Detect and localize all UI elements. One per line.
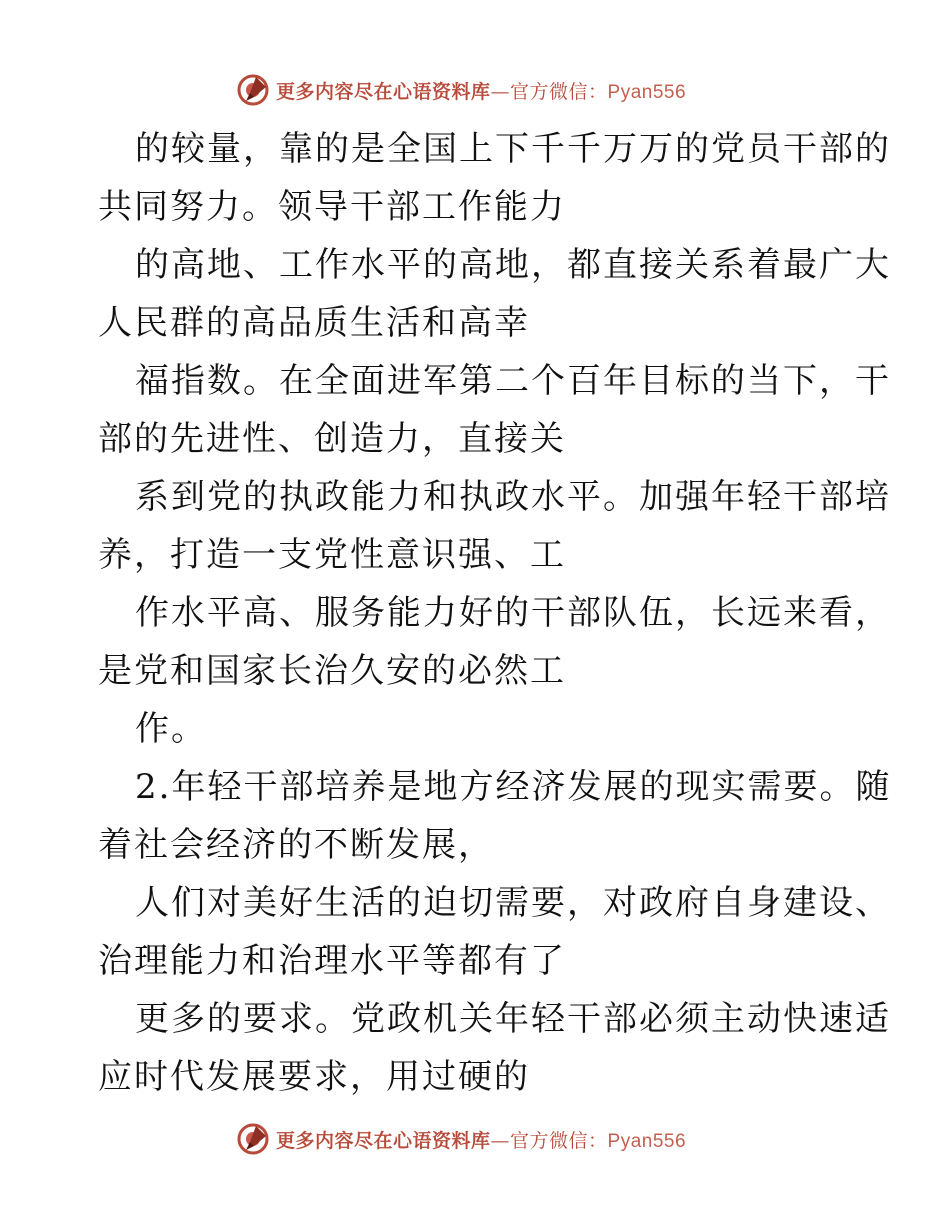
text-line: 作。: [135, 709, 207, 749]
text-line: 2.年轻干部培养是地方经济发展的现实需要。随: [135, 767, 892, 807]
text-line: 部的先进性、创造力，直接关: [98, 419, 566, 459]
text-line: 作水平高、服务能力好的干部队伍，长远来看，: [135, 593, 891, 633]
text-line: 的较量，靠的是全国上下千千万万的党员干部的: [135, 129, 891, 169]
header-contact-label: 官方微信：: [510, 80, 608, 103]
text-line: 是党和国家长治久安的必然工: [98, 651, 566, 691]
text-line: 应时代发展要求，用过硬的: [98, 1057, 530, 1097]
footer-contact-label: 官方微信：: [510, 1129, 608, 1152]
footer-separator: —: [490, 1129, 511, 1152]
header-separator: —: [490, 80, 511, 103]
header-promo: 更多内容尽在心语资料库: [276, 80, 491, 103]
footer-promo: 更多内容尽在心语资料库: [276, 1129, 491, 1152]
footer-promo-text: [276, 1126, 686, 1153]
header-banner: [236, 71, 686, 109]
text-line: 共同努力。领导干部工作能力: [98, 187, 566, 227]
text-line: 着社会经济的不断发展，: [98, 825, 494, 865]
text-line: 治理能力和治理水平等都有了: [98, 941, 566, 981]
text-line: 福指数。在全面进军第二个百年目标的当下，干: [135, 361, 891, 401]
body-text: [98, 120, 892, 1106]
footer-banner: [236, 1120, 686, 1158]
text-line: 更多的要求。党政机关年轻干部必须主动快速适: [135, 999, 891, 1039]
text-line: 人们对美好生活的迫切需要，对政府自身建设、: [135, 883, 891, 923]
header-promo-text: [276, 77, 686, 104]
pen-circle-logo-icon: [236, 73, 270, 107]
text-line: 的高地、工作水平的高地，都直接关系着最广大: [135, 245, 891, 285]
header-contact-id: Pyan556: [607, 81, 687, 103]
text-line: 养，打造一支党性意识强、工: [98, 535, 566, 575]
text-line: 系到党的执政能力和执政水平。加强年轻干部培: [135, 477, 891, 517]
pen-circle-logo-icon: [236, 1122, 270, 1156]
text-line: 人民群的高品质生活和高幸: [98, 303, 530, 343]
footer-contact-id: Pyan556: [607, 1130, 687, 1152]
